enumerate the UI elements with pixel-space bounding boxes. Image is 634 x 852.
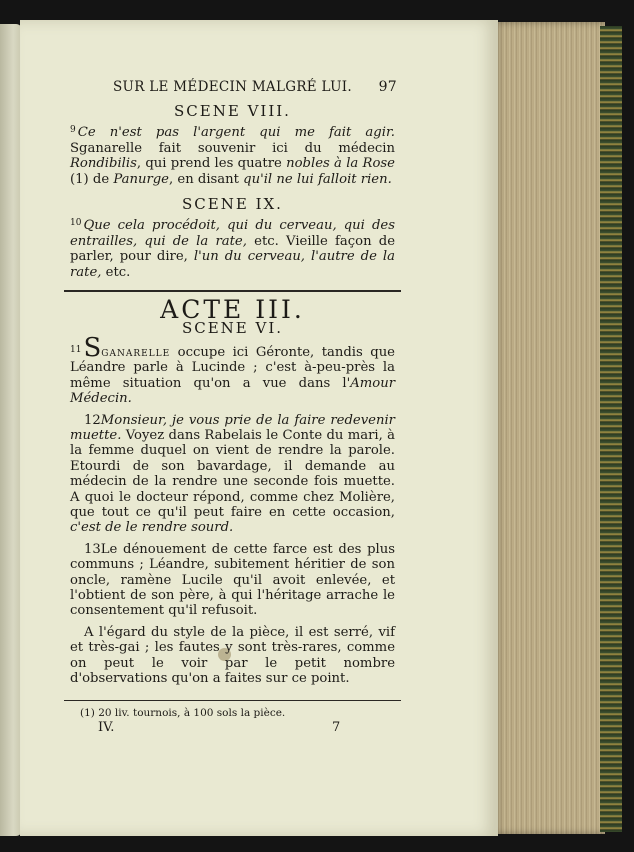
- volume-mark: IV.: [98, 720, 115, 736]
- page-text: [70, 80, 395, 740]
- note-number: 13: [84, 541, 101, 557]
- note-11: $^{11}$Sganarelle occupe ici Géronte, tandis que Léandre parle à Lucinde ; c'est à-peu-près la même situation qu'on a vue dans l'Amour Médecin.: [70, 332, 395, 407]
- page-number: 97: [378, 79, 397, 95]
- scene-ix-heading: SCENE IX.: [182, 195, 283, 214]
- book-binding: [600, 26, 622, 832]
- note-13: 13Le dénouement de cette farce est des plus communs ; Léandre, subitement héritier de son oncle, ramène Lucile qu'il avoit enlevée, et l'obtient de son père, à qui l'héritage arrache le consentement qu'il refusoit.: [70, 541, 395, 619]
- signature-line: [70, 720, 395, 740]
- note-12: 12Monsieur, je vous prie de la faire redevenir muette. Voyez dans Rabelais le Conte du mari, à la femme duquel on vient de rendre la parole. Etourdi de son bavardage, il demande au médecin de la rendre une seconde fois muette. A quoi le docteur répond, comme chez Molière, que tout ce qu'il peut faire en cette occasion, c'est de le rendre sourd.: [70, 412, 395, 536]
- running-head: [70, 80, 395, 100]
- note-9: $^9$ Ce n'est pas l'argent qui me fait agir. Sganarelle fait souvenir ici du médecin Rondibilis, qui prend les quatre nobles à la Rose (1) de Panurge, en disant qu'il ne lui falloit rien.: [70, 125, 395, 187]
- section-rule: [64, 290, 401, 292]
- note-number: 12: [84, 412, 101, 428]
- acte-iii-heading: ACTE III.: [160, 295, 305, 325]
- footnote: (1) 20 liv. tournois, à 100 sols la pièce.: [80, 707, 286, 720]
- closing-paragraph: A l'égard du style de la pièce, il est serré, vif et très-gai ; les fautes y sont très-rares, comme on peut le voir par le petit nombre d'observations qu'on a faites sur ce point.: [70, 624, 395, 686]
- scene-vi-heading: SCENE VI.: [181, 319, 284, 338]
- note-number: 11: [70, 344, 82, 355]
- note-number: 9: [70, 125, 76, 136]
- note-number: 10: [70, 218, 82, 229]
- footnote-rule: [64, 700, 401, 701]
- gathering-mark: 7: [332, 720, 341, 736]
- drop-cap: S: [83, 332, 102, 363]
- left-page-edge: [0, 24, 22, 836]
- note-10: $^{10}$ Que cela procédoit, qui du cerveau, qui des entrailles, qui de la rate, etc. Vieille façon de parler, pour dire, l'un du cerveau, l'autre de la rate, etc.: [70, 218, 396, 280]
- scene-viii-heading: SCENE VIII.: [174, 102, 291, 120]
- page-fore-edge: [493, 22, 605, 834]
- running-head-title: SUR LE MÉDECIN MALGRÉ LUI.: [113, 79, 352, 95]
